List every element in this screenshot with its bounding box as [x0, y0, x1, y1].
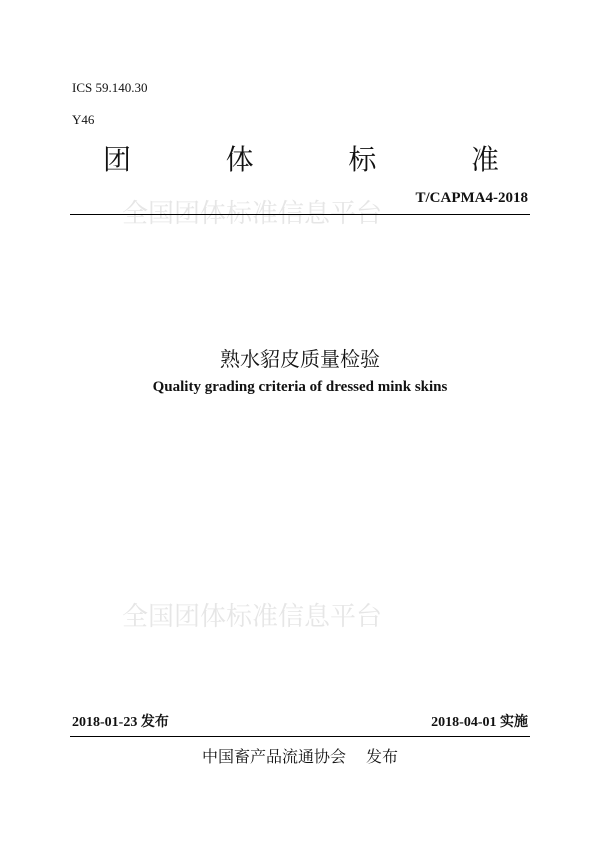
document-type-heading [103, 138, 499, 178]
issue-date: 2018-01-23 发布 [72, 715, 169, 730]
title-english: Quality grading criteria of dressed mink skins [152, 379, 448, 395]
publisher-name: 中国畜产品流通协会 [201, 747, 346, 766]
title-chinese: 熟水貂皮质量检验 [220, 347, 380, 371]
publisher-action: 发布 [366, 747, 399, 766]
publisher-line [0, 744, 600, 767]
document-type-char: 团 [103, 143, 132, 176]
header-divider [70, 214, 530, 215]
document-type-char: 准 [470, 143, 499, 176]
ccs-code: Y46 [72, 112, 95, 127]
ics-code: ICS 59.140.30 [72, 80, 148, 95]
watermark-bottom: 全国团体标准信息平台 [122, 602, 383, 632]
document-type-char: 标 [348, 143, 377, 176]
standard-number: T/CAPMA4-2018 [415, 190, 528, 206]
footer-divider [70, 736, 530, 737]
document-type-char: 体 [225, 143, 254, 176]
implementation-date: 2018-04-01 实施 [431, 715, 528, 730]
watermark-top: 全国团体标准信息平台 [122, 199, 383, 229]
